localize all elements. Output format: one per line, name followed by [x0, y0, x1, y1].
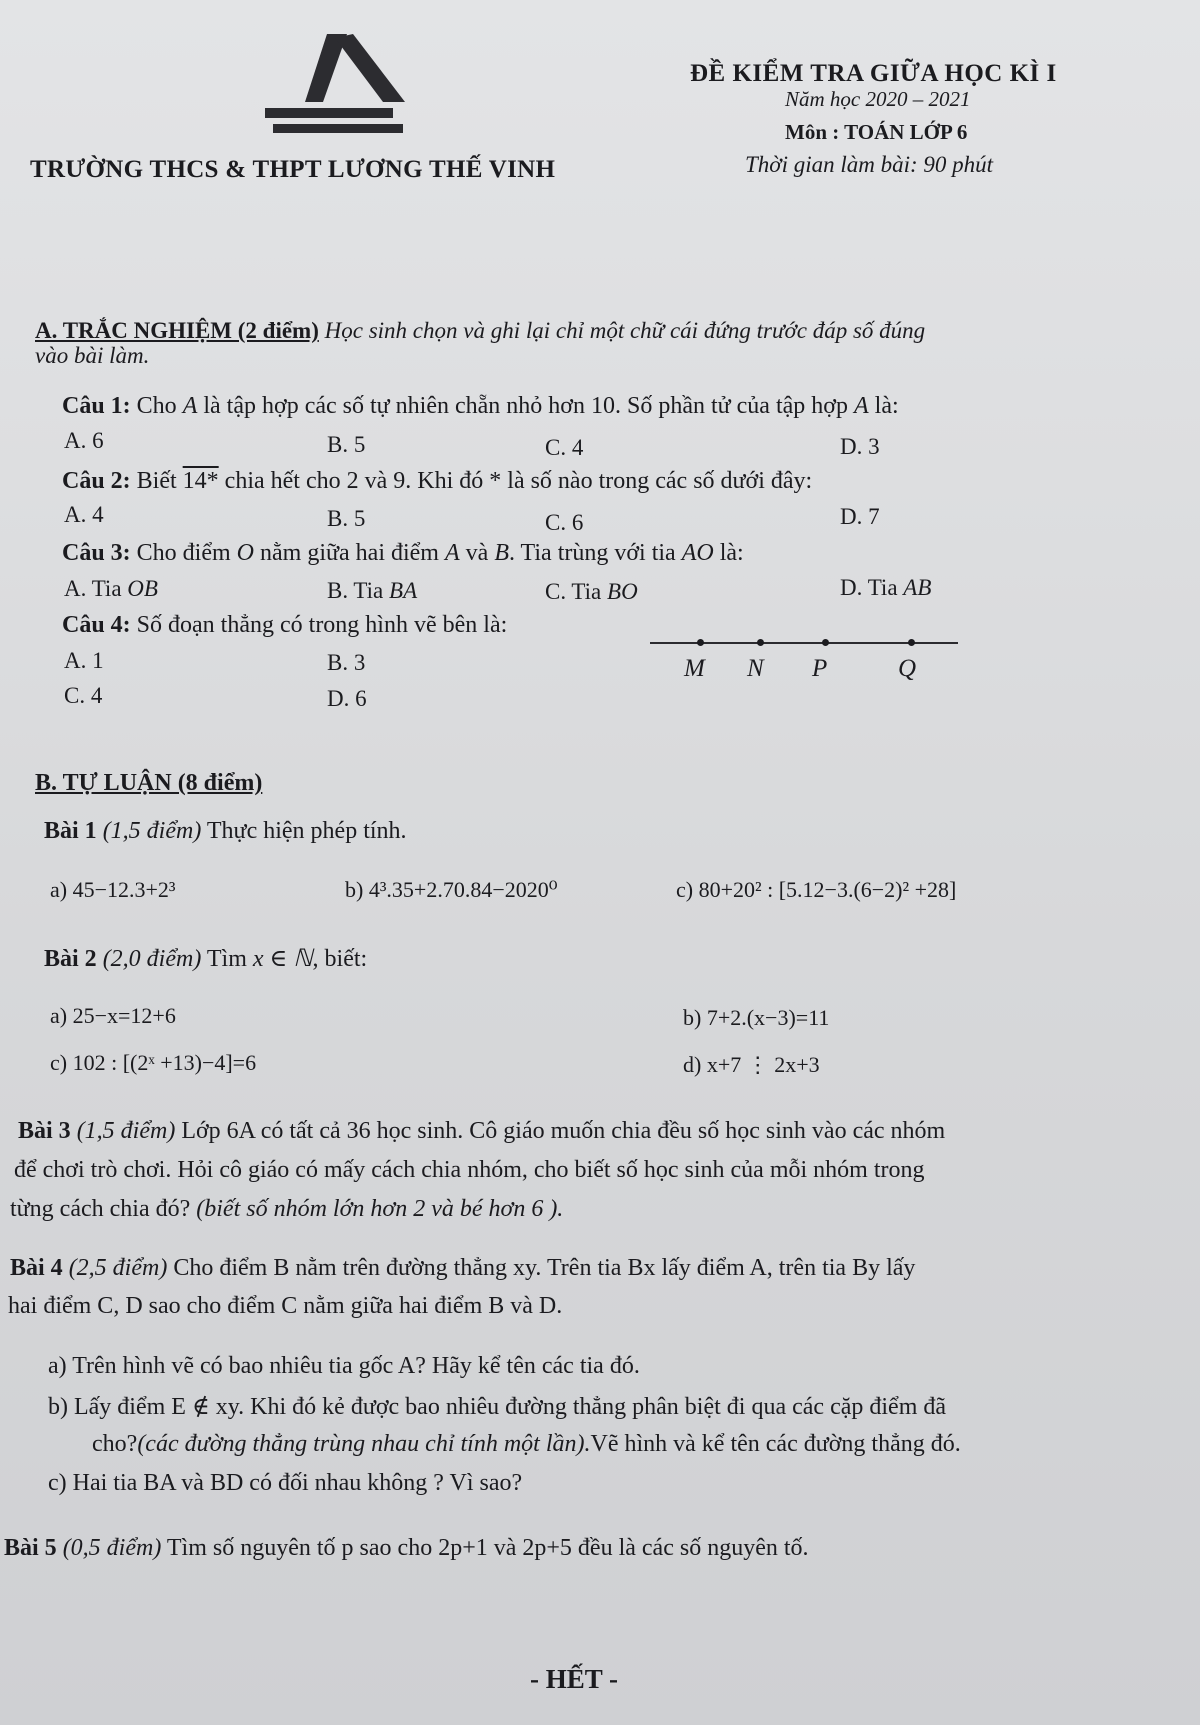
- text: là:: [713, 540, 744, 566]
- point-label-m: M: [684, 655, 705, 682]
- exercise-label: Bài 4: [10, 1255, 63, 1281]
- question-2: [62, 468, 812, 495]
- exercise-4: [10, 1255, 915, 1282]
- school-logo-icon: [265, 30, 405, 140]
- text: là tập hợp các số tự nhiên chẵn nhỏ hơn 10. Số phần tử của tập hợp: [197, 393, 854, 419]
- q4-option-c: C. 4: [64, 683, 103, 708]
- exercise-1a: a) 45−12.3+2³: [50, 877, 176, 902]
- text: A. Tia: [64, 576, 128, 601]
- exercise-3-line-2: để chơi trò chơi. Hỏi cô giáo có mấy cách chia nhóm, cho biết số học sinh của mỗi nhóm trong: [14, 1157, 925, 1183]
- exercise-2: [44, 944, 367, 973]
- q2-option-c: C. 6: [545, 510, 584, 535]
- math-var: A: [853, 393, 869, 419]
- math-var: AB: [903, 575, 932, 600]
- section-b-title: B. TỰ LUẬN (8 điểm): [35, 770, 263, 796]
- text: D. Tia: [840, 575, 904, 600]
- point-p: [822, 639, 829, 646]
- exercise-1: [44, 818, 407, 845]
- subject-line: [785, 120, 967, 145]
- q4-option-b: B. 3: [327, 650, 366, 675]
- q2-option-b: B. 5: [327, 506, 366, 531]
- question-label: Câu 2:: [62, 468, 131, 494]
- exercise-1b: b) 4³.35+2.70.84−2020⁰: [345, 877, 558, 902]
- exercise-5: [4, 1535, 809, 1562]
- exercise-2a: a) 25−x=12+6: [50, 1003, 176, 1028]
- text: C. Tia: [545, 579, 608, 604]
- exam-title: ĐỀ KIỂM TRA GIỮA HỌC KÌ I: [690, 60, 1057, 87]
- section-a-instruction-cont: vào bài làm.: [35, 343, 150, 368]
- section-a-instruction: Học sinh chọn và ghi lại chỉ một chữ cái đứng trước đáp số đúng: [318, 318, 926, 343]
- question-label: Câu 1:: [62, 393, 131, 419]
- exercise-label: Bài 5: [4, 1535, 57, 1561]
- text: từng cách chia đó?: [10, 1196, 197, 1222]
- q2-option-d: D. 7: [840, 504, 880, 529]
- text: Số đoạn thẳng có trong hình vẽ bên là:: [130, 612, 508, 638]
- text: . Tia trùng với tia: [508, 540, 682, 566]
- exercise-4-line-2: hai điểm C, D sao cho điểm C nằm giữa hai điểm B và D.: [8, 1293, 563, 1319]
- exercise-3: [18, 1118, 945, 1145]
- point-m: [697, 639, 704, 646]
- math-var: O: [236, 540, 255, 566]
- point-label-q: Q: [898, 655, 917, 682]
- section-a-heading: [35, 318, 925, 344]
- q1-option-a: A. 6: [64, 428, 104, 453]
- q3-option-c: [545, 579, 638, 605]
- point-n: [757, 639, 764, 646]
- exercise-4b-cont: [92, 1431, 961, 1458]
- text: Tìm số nguyên tố p sao cho 2p+1 và 2p+5 đều là các số nguyên tố.: [161, 1535, 809, 1561]
- point-label-n: N: [747, 655, 764, 682]
- exercise-4b-note: (các đường thẳng trùng nhau chỉ tính một lần).: [137, 1431, 591, 1457]
- math-var: AO: [681, 540, 714, 566]
- q1-option-c: C. 4: [545, 435, 584, 460]
- end-marker: - HẾT -: [530, 1664, 619, 1694]
- exercise-2c: c) 102 : [(2ˣ +13)−4]=6: [50, 1050, 257, 1075]
- math-var: B: [494, 540, 509, 566]
- exercise-2b: b) 7+2.(x−3)=11: [683, 1005, 830, 1030]
- text: nằm giữa hai điểm: [254, 540, 445, 566]
- exam-duration: Thời gian làm bài: 90 phút: [745, 152, 994, 177]
- subject-name: TOÁN LỚP 6: [844, 120, 968, 144]
- text: , biết:: [312, 946, 368, 972]
- q3-option-b: [327, 578, 417, 604]
- text: Cho điểm B nằm trên đường thẳng xy. Trên tia Bx lấy điểm A, trên tia By lấy: [167, 1255, 916, 1281]
- point-q: [908, 639, 915, 646]
- exercise-points: (1,5 điểm): [70, 1118, 176, 1144]
- exercise-label: Bài 2: [44, 946, 97, 972]
- text: chia hết cho 2 và 9. Khi đó * là số nào trong các số dưới đây:: [218, 468, 813, 494]
- exercise-points: (2,5 điểm): [62, 1255, 168, 1281]
- exercise-2d: d) x+7 ⋮ 2x+3: [683, 1052, 820, 1077]
- exercise-label: Bài 1: [44, 818, 97, 844]
- q3-option-d: [840, 575, 931, 601]
- exercise-1c: c) 80+20² : [5.12−3.(6−2)² +28]: [676, 877, 957, 902]
- exercise-3-line-3: [10, 1196, 563, 1223]
- question-label: Câu 3:: [62, 540, 131, 566]
- exercise-4b: b) Lấy điểm E ∉ xy. Khi đó kẻ được bao nhiêu đường thẳng phân biệt đi qua các cặp điểm đã: [48, 1394, 947, 1420]
- math-var: A: [444, 540, 460, 566]
- text: Cho điểm: [130, 540, 237, 566]
- text: và: [459, 540, 495, 566]
- text: Tìm: [201, 946, 253, 972]
- exercise-4c: c) Hai tia BA và BD có đối nhau không ? Vì sao?: [48, 1470, 523, 1496]
- text: cho?: [92, 1431, 138, 1457]
- subject-label: Môn :: [785, 120, 845, 144]
- math-var: A: [182, 393, 198, 419]
- question-label: Câu 4:: [62, 612, 131, 638]
- overlined-number: 14*: [182, 468, 219, 494]
- text: Biết: [130, 468, 183, 494]
- school-year: Năm học 2020 – 2021: [785, 87, 971, 111]
- q4-option-d: D. 6: [327, 686, 367, 711]
- exercise-label: Bài 3: [18, 1118, 71, 1144]
- q1-option-b: B. 5: [327, 432, 366, 457]
- exercise-points: (2,0 điểm): [96, 946, 202, 972]
- exercise-points: (1,5 điểm): [96, 818, 202, 844]
- section-a-title: A. TRẮC NGHIỆM (2 điểm): [35, 318, 319, 343]
- question-1: [62, 393, 899, 420]
- text: Vẽ hình và kể tên các đường thẳng đó.: [590, 1431, 961, 1457]
- q2-option-a: A. 4: [64, 502, 104, 527]
- exercise-3-note: (biết số nhóm lớn hơn 2 và bé hơn 6 ).: [196, 1196, 564, 1222]
- text: Cho: [130, 393, 183, 419]
- point-label-p: P: [812, 655, 828, 682]
- question-4: [62, 612, 507, 639]
- text: Thực hiện phép tính.: [201, 818, 407, 844]
- question-3: [62, 540, 744, 567]
- text: Lớp 6A có tất cả 36 học sinh. Cô giáo muốn chia đều số học sinh vào các nhóm: [175, 1118, 946, 1144]
- text: B. Tia: [327, 578, 390, 603]
- exercise-4a: a) Trên hình vẽ có bao nhiêu tia gốc A? Hãy kể tên các tia đó.: [48, 1353, 640, 1379]
- math-var: BO: [607, 579, 638, 604]
- math-var: BA: [389, 578, 418, 603]
- q3-option-a: [64, 576, 158, 602]
- math-condition: x ∈ ℕ: [252, 946, 313, 972]
- q1-option-d: D. 3: [840, 434, 880, 459]
- text: là:: [868, 393, 899, 419]
- q4-option-a: A. 1: [64, 648, 104, 673]
- school-name: TRƯỜNG THCS & THPT LƯƠNG THẾ VINH: [30, 156, 556, 183]
- exercise-points: (0,5 điểm): [56, 1535, 162, 1561]
- math-var: OB: [127, 576, 158, 601]
